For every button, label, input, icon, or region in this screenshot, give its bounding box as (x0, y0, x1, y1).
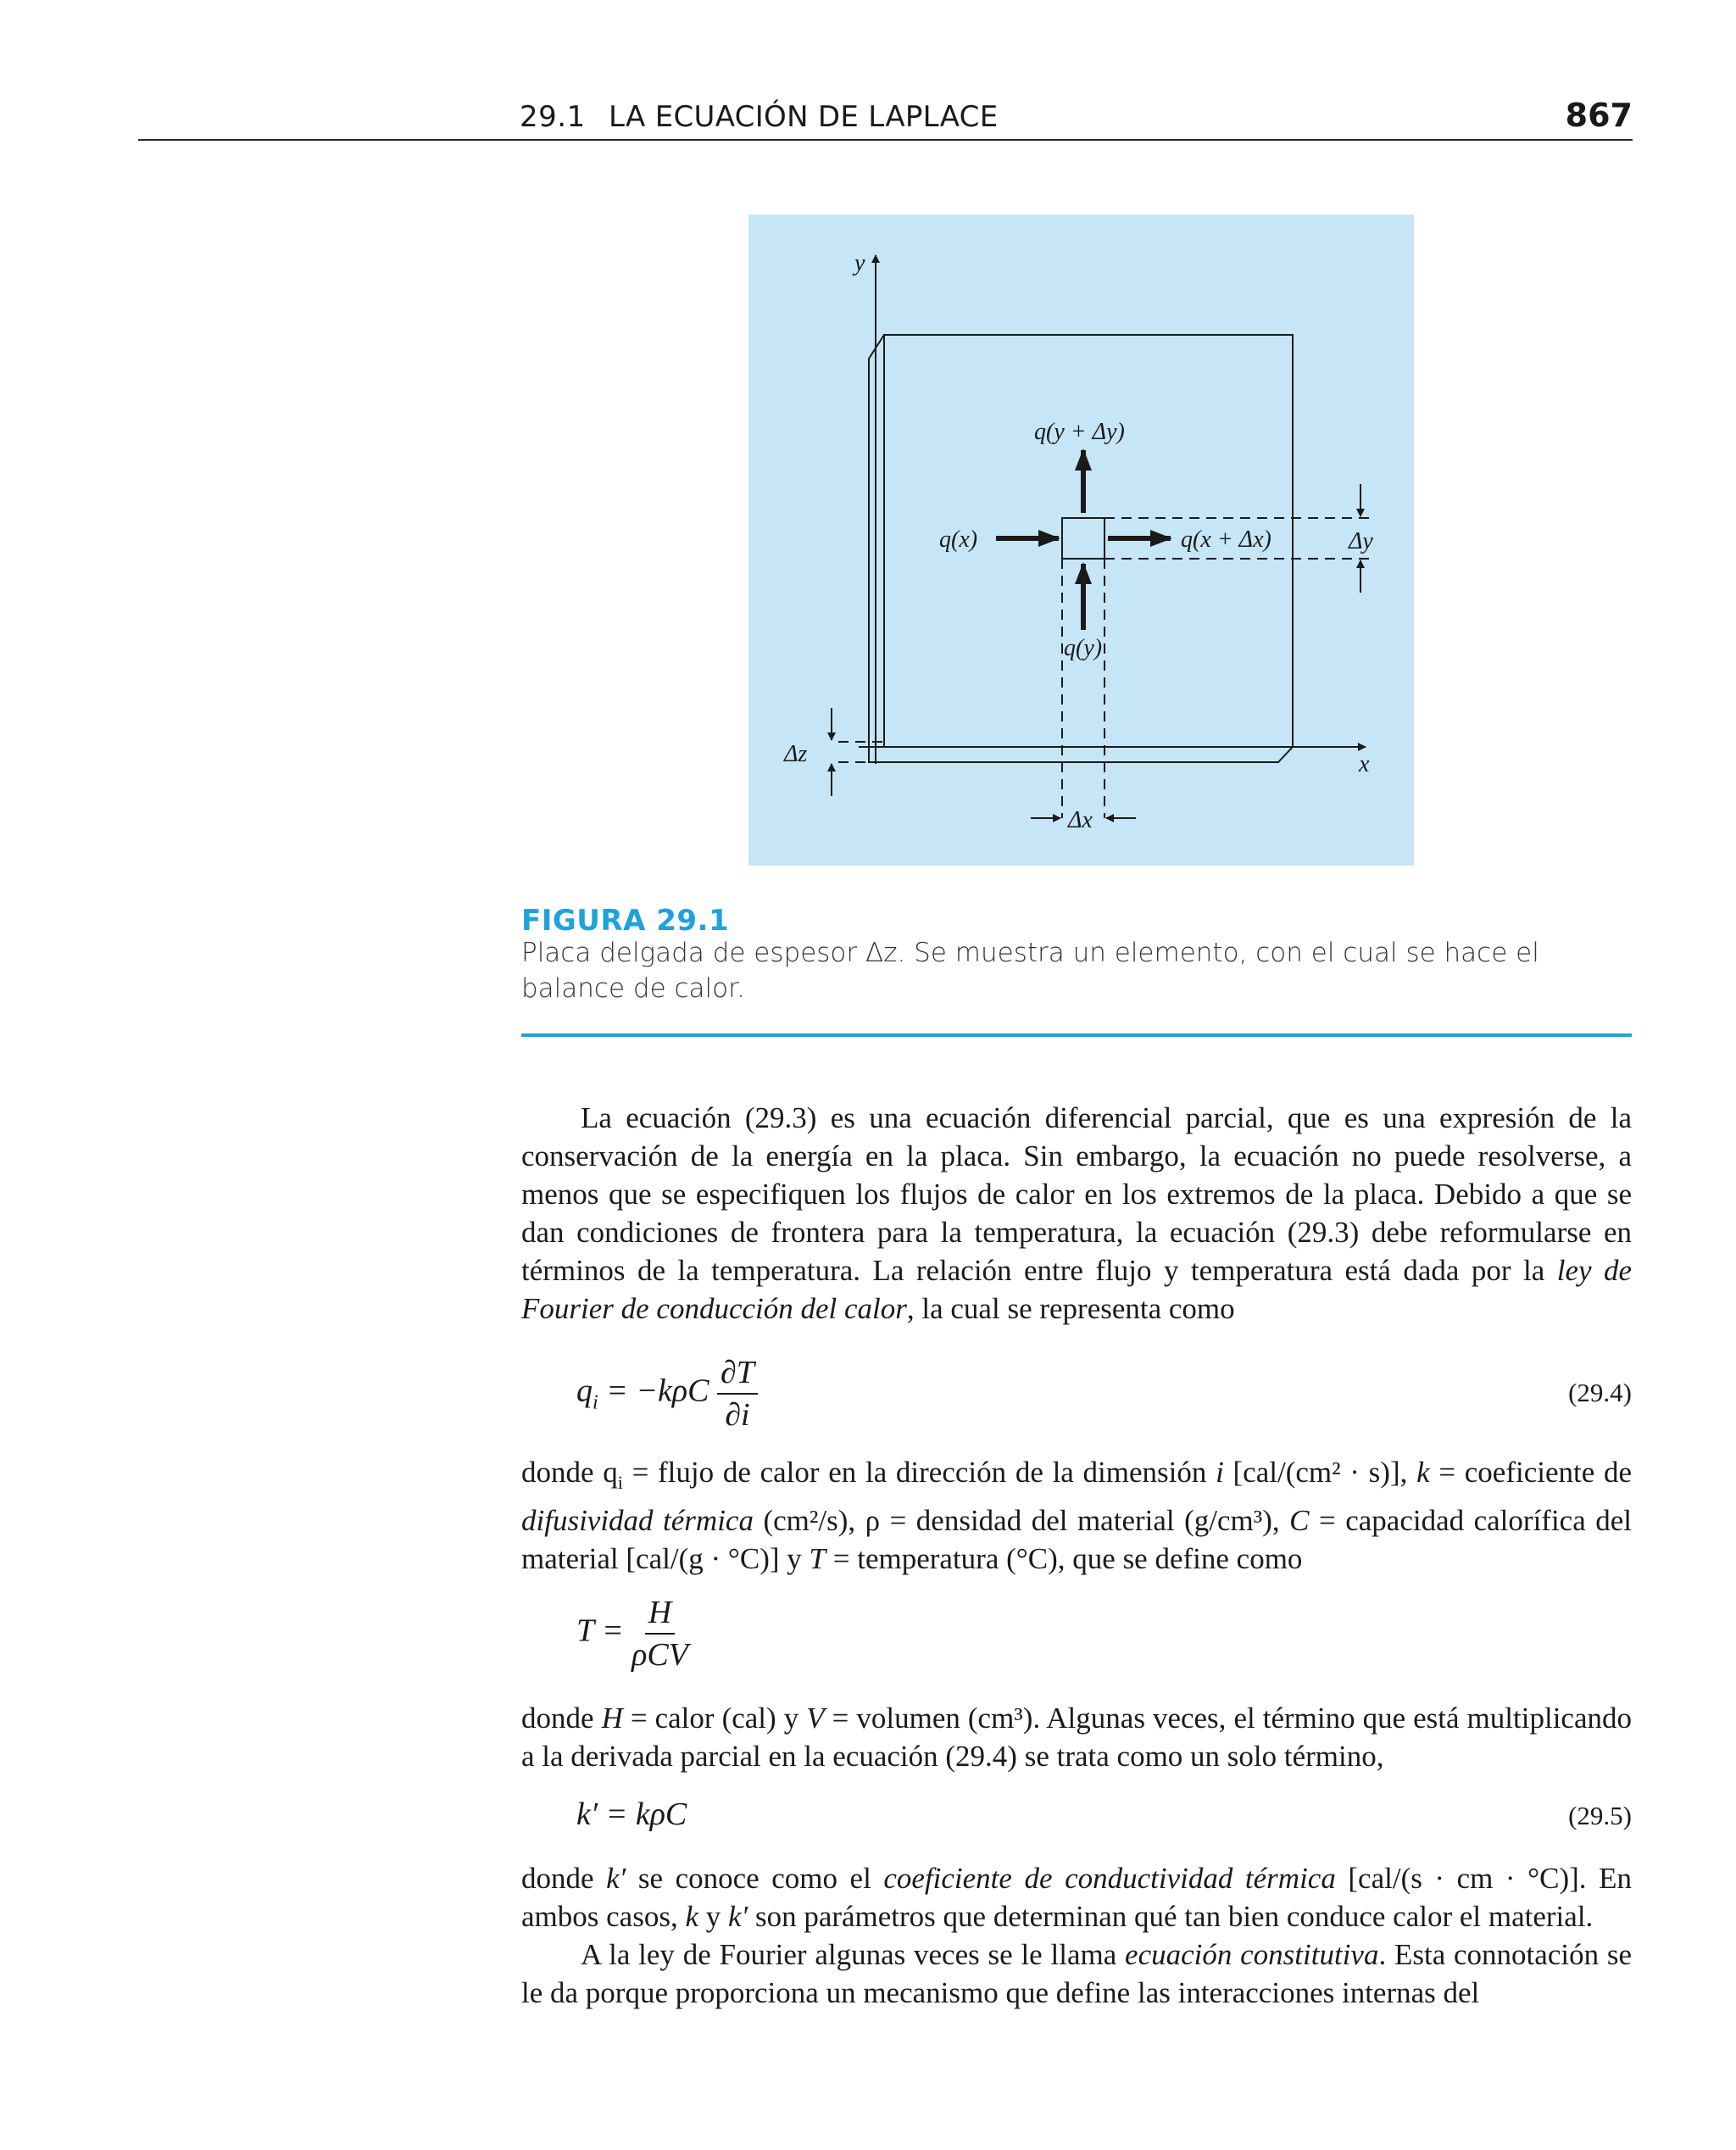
paragraph-1: La ecuación (29.3) es una ecuación diferencial parcial, que es una expresión de la conservación de la energía en la placa. Sin embargo, la ecuación no puede resolverse, a menos que se especifiquen los flujos de calor en los extremos de la placa. Debido a que se dan condiciones de frontera para la temperatura, la ecuación (29.3) debe reformularse en términos de la temperatura. La relación entre flujo y temperatura está dada por la ley de Fourier de conducción del calor, la cual se representa como (521, 1101, 1633, 1325)
paragraph-5: A la ley de Fourier algunas veces se le llama ecuación constitutiva. Esta connotación se le da porque proporciona un mecanismo que define las interacciones internas del (521, 1938, 1633, 2009)
figure-caption: Placa delgada de espesor Δz. Se muestra un elemento, con el cual se hace el balance de calor. (521, 938, 1539, 1004)
label-q-x-dx: q(x + Δx) (1181, 526, 1271, 553)
label-q-y: q(y) (1064, 635, 1103, 661)
equation-29-4: $q_i = -k\rho C$ $\frac{\partial T}{\partial i}$ (576, 1352, 758, 1435)
element (1062, 518, 1104, 559)
figure-label: FIGURA 29.1 (521, 904, 730, 938)
label-delta-x: Δx (1068, 807, 1093, 833)
label-delta-y: Δy (1349, 528, 1373, 554)
caption-divider (521, 1033, 1632, 1037)
figure-29-1 (748, 214, 1414, 866)
paragraph-4: donde k′ se conoce como el coeficiente de conductividad térmica [cal/(s · cm · °C)]. En ambos casos, k y k′ son parámetros que determinan qué tan bien conduce calor el material. (521, 1862, 1632, 1933)
paragraph-3: donde H = calor (cal) y V = volumen (cm³). Algunas veces, el término que está multiplicando a la derivada parcial en la ecuación (29.4) se trata como un solo término, (521, 1702, 1632, 1773)
equation-temperature: T = $\frac{H}{\text{ρCV}}$ (576, 1592, 688, 1675)
section-title: LA ECUACIÓN DE LAPLACE (609, 100, 999, 134)
label-q-y-dy: q(y + Δy) (1034, 419, 1125, 445)
plate-diagram (748, 214, 1414, 866)
equation-29-5: k′ = kρC (576, 1796, 687, 1832)
running-header (138, 92, 1633, 141)
label-q-x: q(x) (939, 526, 978, 553)
page-number: 867 (1565, 97, 1633, 134)
label-x-axis: x (1359, 751, 1370, 777)
equation-number-29-4: (29.4) (1568, 1378, 1632, 1407)
label-delta-z: Δz (784, 741, 808, 767)
section-number: 29.1 (520, 100, 586, 134)
paragraph-2: donde $q_i$ = flujo de calor en la dirección de la dimensión i [cal/(cm² · s)], k = coeficiente de difusividad térmica (cm²/s), ρ = densidad del material (g/cm³), C = capacidad calorífica del material [cal/(g · °C)] y T = temperatura (°C), que se define como (521, 1456, 1632, 1575)
equation-number-29-5: (29.5) (1568, 1801, 1632, 1830)
label-y-axis: y (854, 250, 865, 276)
